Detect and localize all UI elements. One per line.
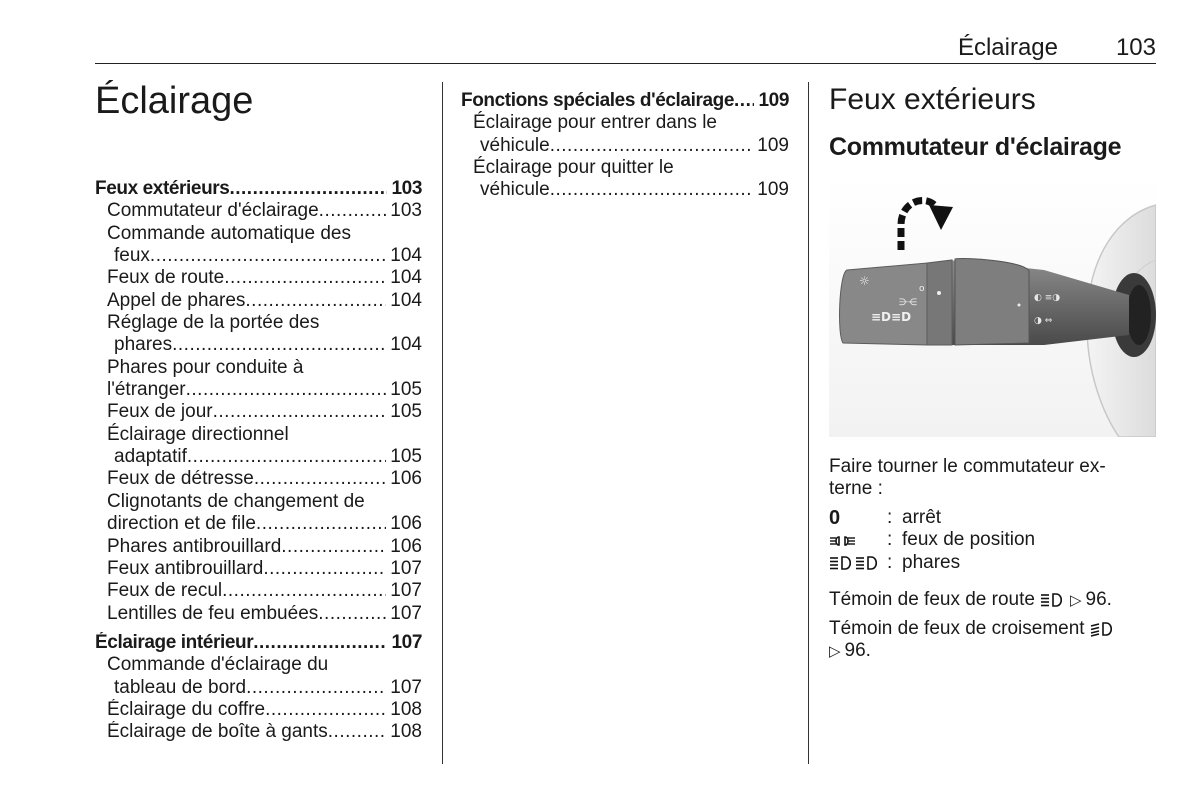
toc-entry[interactable] [95, 334, 422, 356]
toc-page-number: 107 [391, 631, 422, 653]
toc-entry-label: Phares pour conduite à [107, 356, 304, 378]
toc-page-number: 108 [390, 721, 422, 743]
toc-entry-label: Commande automatique des [107, 222, 351, 244]
toc-entry[interactable] [95, 468, 422, 490]
toc-entry-label: Éclairage du coffre [107, 698, 266, 720]
toc-entry-label: adaptatif [114, 446, 187, 468]
toc-entry-label: Clignotants de changement de [107, 490, 365, 512]
toc-leader-dots [281, 536, 386, 558]
toc-left [95, 178, 422, 744]
legend-row-headlights [829, 552, 1035, 574]
toc-page-number: 107 [390, 557, 422, 579]
toc-entry-label: Éclairage pour quitter le [473, 157, 674, 179]
toc-entry [95, 654, 422, 676]
toc-heading-entry[interactable] [95, 632, 422, 654]
toc-entry-label: Commutateur d'éclairage [107, 200, 319, 222]
toc-page-number: 107 [390, 676, 422, 698]
light-switch-illustration [829, 175, 1156, 437]
toc-entry[interactable] [95, 721, 422, 743]
legend-text-headlights: phares [902, 551, 961, 573]
toc-entry[interactable] [461, 179, 789, 201]
low-beam-page-ref[interactable]: 96. [844, 640, 871, 662]
position-lights-icon [829, 534, 857, 548]
toc-entry-label: véhicule [480, 134, 550, 156]
svg-text:≡D≡D: ≡D≡D [871, 310, 912, 324]
toc-entry [95, 357, 422, 379]
legend-colon: : [887, 551, 893, 573]
toc-page-number: 105 [390, 401, 422, 423]
page-number: 103 [1115, 34, 1156, 61]
toc-page-number: 104 [390, 267, 422, 289]
page-reference-arrow-icon: ▷ [829, 642, 841, 661]
toc-leader-dots [253, 632, 387, 654]
intro-paragraph [829, 456, 1106, 501]
toc-entry[interactable] [95, 379, 422, 401]
toc-leader-dots [187, 446, 386, 468]
toc-entry[interactable] [95, 267, 422, 289]
toc-leader-dots [734, 90, 754, 112]
toc-entry[interactable] [95, 446, 422, 468]
toc-entry-label: Éclairage intérieur [95, 631, 254, 653]
toc-entry[interactable] [461, 135, 789, 157]
toc-entry-label: Commande d'éclairage du [107, 654, 329, 676]
headlights-icon [829, 555, 881, 571]
toc-entry [95, 312, 422, 334]
off-symbol: 0 [829, 507, 841, 529]
toc-entry [461, 112, 789, 134]
svg-text:◑ ⇔: ◑ ⇔ [1034, 316, 1053, 326]
toc-leader-dots [550, 135, 754, 157]
toc-page-number: 109 [757, 134, 789, 156]
toc-entry[interactable] [95, 245, 422, 267]
toc-page-number: 105 [390, 379, 422, 401]
column-divider-1 [442, 82, 443, 764]
toc-entry-label: véhicule [480, 179, 550, 201]
column-divider-2 [808, 82, 809, 764]
high-beam-indicator-paragraph [829, 589, 1112, 611]
toc-page-number: 106 [390, 513, 422, 535]
toc-entry-label: l'étranger [107, 379, 186, 401]
legend-row-position [829, 529, 1035, 551]
toc-entry-label: Éclairage pour entrer dans le [473, 112, 717, 134]
high-beam-page-ref[interactable]: 96. [1085, 589, 1112, 610]
toc-entry[interactable] [95, 603, 422, 625]
toc-leader-dots [245, 290, 386, 312]
toc-leader-dots [186, 379, 387, 401]
high-beam-icon [1040, 592, 1066, 608]
toc-leader-dots [328, 721, 387, 743]
toc-page-number: 107 [390, 580, 422, 602]
toc-entry [95, 223, 422, 245]
toc-leader-dots [222, 580, 386, 602]
toc-entry-label: Réglage de la portée des [107, 312, 320, 334]
toc-leader-dots [318, 603, 386, 625]
toc-page-number: 109 [757, 179, 789, 201]
toc-middle [461, 90, 789, 202]
toc-entry [95, 424, 422, 446]
toc-entry[interactable] [95, 513, 422, 535]
toc-page-number: 106 [390, 535, 422, 557]
page-reference-arrow-icon: ▷ [1069, 591, 1082, 609]
toc-leader-dots [213, 401, 387, 423]
section-title: Feux extérieurs [829, 83, 1036, 116]
svg-text:o: o [919, 284, 925, 294]
toc-page-number: 109 [758, 90, 789, 111]
low-beam-indicator-paragraph [829, 618, 1116, 663]
toc-entry-label: Feux de jour [107, 401, 213, 423]
toc-entry-label: Feux de recul [107, 580, 223, 602]
toc-page-number: 106 [390, 468, 422, 490]
legend-text-off: arrêt [902, 507, 942, 528]
toc-page-number: 104 [390, 289, 422, 311]
toc-entry-label: tableau de bord [114, 676, 247, 698]
running-header-title: Éclairage [957, 34, 1058, 61]
low-beam-text: Témoin de feux de croisement [829, 618, 1085, 639]
toc-entry-label: Éclairage de boîte à gants [107, 721, 328, 743]
toc-entry[interactable] [95, 677, 422, 699]
toc-entry-label: Feux de détresse [107, 468, 254, 490]
toc-leader-dots [246, 677, 386, 699]
toc-page-number: 107 [390, 602, 422, 624]
high-beam-text: Témoin de feux de route [829, 589, 1035, 610]
toc-page-number: 103 [390, 200, 422, 222]
toc-leader-dots [550, 179, 754, 201]
toc-leader-dots [319, 200, 387, 222]
toc-entry-label: direction et de file [107, 513, 256, 535]
toc-entry [461, 157, 789, 179]
toc-heading-entry[interactable] [95, 178, 422, 200]
toc-leader-dots [265, 699, 386, 721]
low-beam-icon [1090, 621, 1116, 637]
toc-entry-label: feux [114, 245, 150, 267]
toc-entry-label: Feux extérieurs [95, 178, 230, 199]
svg-text:◐ ≡◑: ◐ ≡◑ [1034, 293, 1061, 303]
toc-entry[interactable] [95, 580, 422, 602]
toc-heading-entry[interactable] [461, 90, 789, 112]
toc-entry-label: Feux antibrouillard [107, 557, 264, 579]
legend-colon: : [887, 507, 893, 528]
toc-entry-label: phares [114, 334, 173, 356]
toc-entry-label: Appel de phares [107, 289, 246, 311]
toc-leader-dots [172, 334, 386, 356]
svg-text:⋺⋲: ⋺⋲ [899, 298, 917, 308]
toc-entry-label: Feux de route [107, 267, 225, 289]
header-rule [95, 63, 1156, 64]
toc-page-number: 103 [391, 178, 422, 199]
toc-leader-dots [150, 245, 386, 267]
switch-positions-legend [829, 507, 1035, 574]
toc-leader-dots [256, 513, 386, 535]
svg-text:☼: ☼ [859, 274, 870, 288]
toc-entry[interactable] [95, 536, 422, 558]
toc-leader-dots [254, 468, 386, 490]
toc-entry-label: Fonctions spéciales d'éclairage [461, 90, 735, 111]
toc-entry[interactable] [95, 401, 422, 423]
toc-leader-dots [224, 267, 386, 289]
toc-page-number: 105 [390, 446, 422, 468]
toc-entry[interactable] [95, 200, 422, 222]
intro-line-1: Faire tourner le commutateur ex- [829, 456, 1106, 477]
toc-entry-label: Lentilles de feu embuées [107, 602, 319, 624]
toc-page-number: 108 [390, 698, 422, 720]
toc-entry-label: Éclairage directionnel [107, 423, 289, 445]
toc-spacer [95, 625, 422, 632]
toc-page-number: 104 [390, 245, 422, 267]
toc-entry[interactable] [95, 558, 422, 580]
chapter-title: Éclairage [95, 80, 254, 122]
legend-colon: : [887, 529, 893, 551]
toc-page-number: 104 [390, 334, 422, 356]
toc-entry-label: Phares antibrouillard [107, 535, 282, 557]
toc-leader-dots [229, 178, 387, 200]
toc-entry [95, 491, 422, 513]
toc-leader-dots [263, 558, 386, 580]
legend-text-position: feux de position [902, 529, 1036, 551]
subsection-title: Commutateur d'éclairage [829, 133, 1122, 161]
intro-line-2: terne : [829, 478, 883, 500]
light-switch-figure [829, 175, 1156, 437]
toc-entry[interactable] [95, 290, 422, 312]
toc-entry[interactable] [95, 699, 422, 721]
legend-row-off [829, 507, 1035, 529]
